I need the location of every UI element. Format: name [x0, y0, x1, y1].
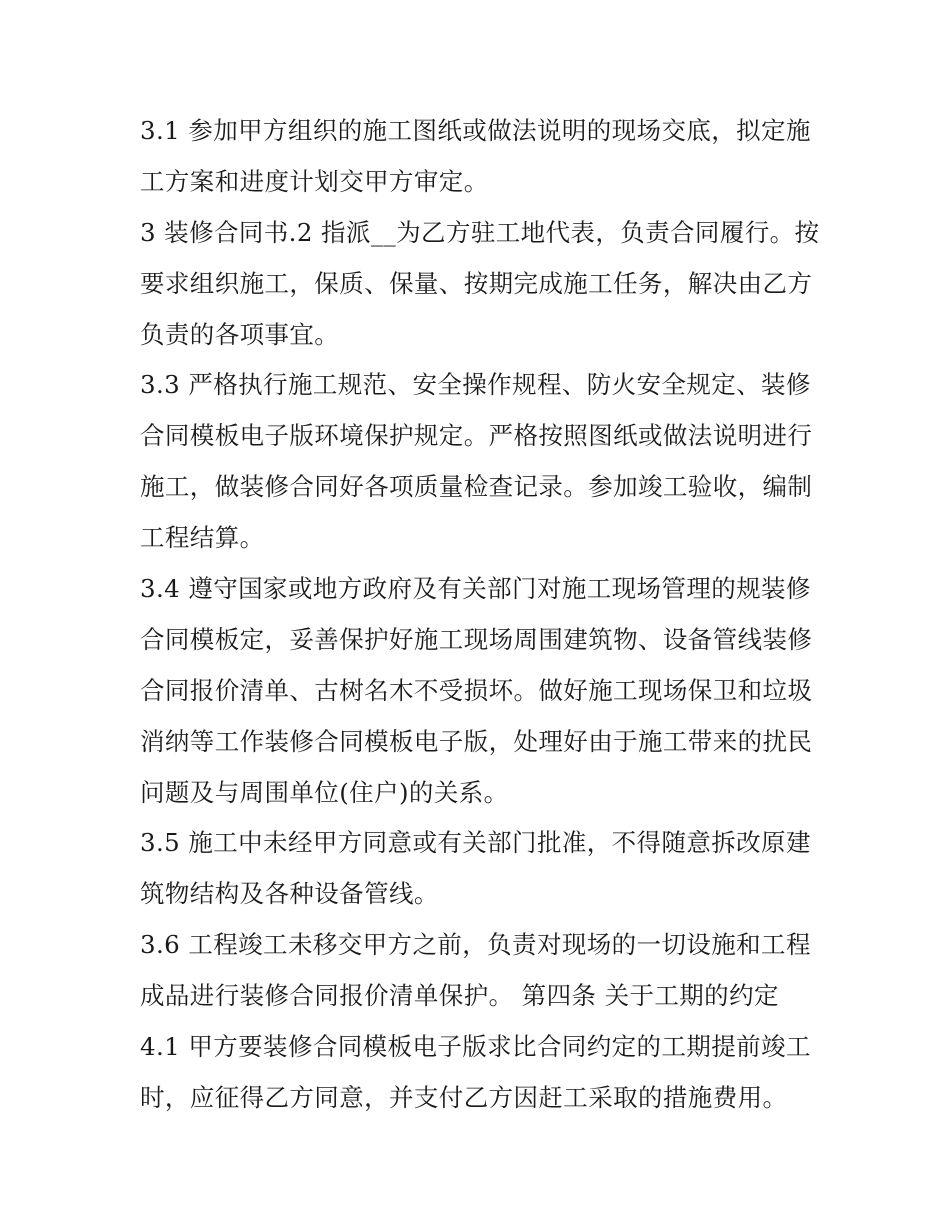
text-line: 合同报价清单、古树名木不受损坏。做好施工现场保卫和垃圾 [140, 675, 813, 705]
text-line: 3.3 严格执行施工规范、安全操作规程、防火安全规定、装修 [140, 370, 811, 400]
text-line: 要求组织施工，保质、保量、按期完成施工任务，解决由乙方 [140, 268, 813, 298]
text-line: 筑物结构及各种设备管线。 [140, 879, 439, 909]
text-line: 成品进行装修合同报价清单保护。 第四条 关于工期的约定 [140, 981, 779, 1011]
text-line: 4.1 甲方要装修合同模板电子版求比合同约定的工期提前竣工 [140, 1032, 811, 1062]
text-line: 3.5 施工中未经甲方同意或有关部门批准，不得随意拆改原建 [140, 828, 811, 858]
text-line: 3 装修合同书.2 指派__为乙方驻工地代表，负责合同履行。按 [140, 217, 820, 247]
text-line: 合同模板电子版环境保护规定。严格按照图纸或做法说明进行 [140, 421, 813, 451]
text-line: 时，应征得乙方同意，并支付乙方因赶工采取的措施费用。 [140, 1082, 788, 1112]
text-line: 问题及与周围单位(住户)的关系。 [140, 777, 509, 807]
text-line: 负责的各项事宜。 [140, 319, 340, 349]
text-line: 施工，做装修合同好各项质量检查记录。参加竣工验收，编制 [140, 472, 813, 502]
text-line: 3.1 参加甲方组织的施工图纸或做法说明的现场交底，拟定施 [140, 116, 811, 145]
text-line: 3.6 工程竣工未移交甲方之前，负责对现场的一切设施和工程 [140, 930, 811, 960]
text-line: 工方案和进度计划交甲方审定。 [140, 166, 489, 196]
text-line: 3.4 遵守国家或地方政府及有关部门对施工现场管理的规装修 [140, 574, 811, 604]
text-line: 工程结算。 [140, 523, 265, 553]
text-line: 合同模板定，妥善保护好施工现场周围建筑物、设备管线装修 [140, 624, 813, 654]
document-body [140, 106, 820, 1124]
text-line: 消纳等工作装修合同模板电子版，处理好由于施工带来的扰民 [140, 726, 813, 756]
